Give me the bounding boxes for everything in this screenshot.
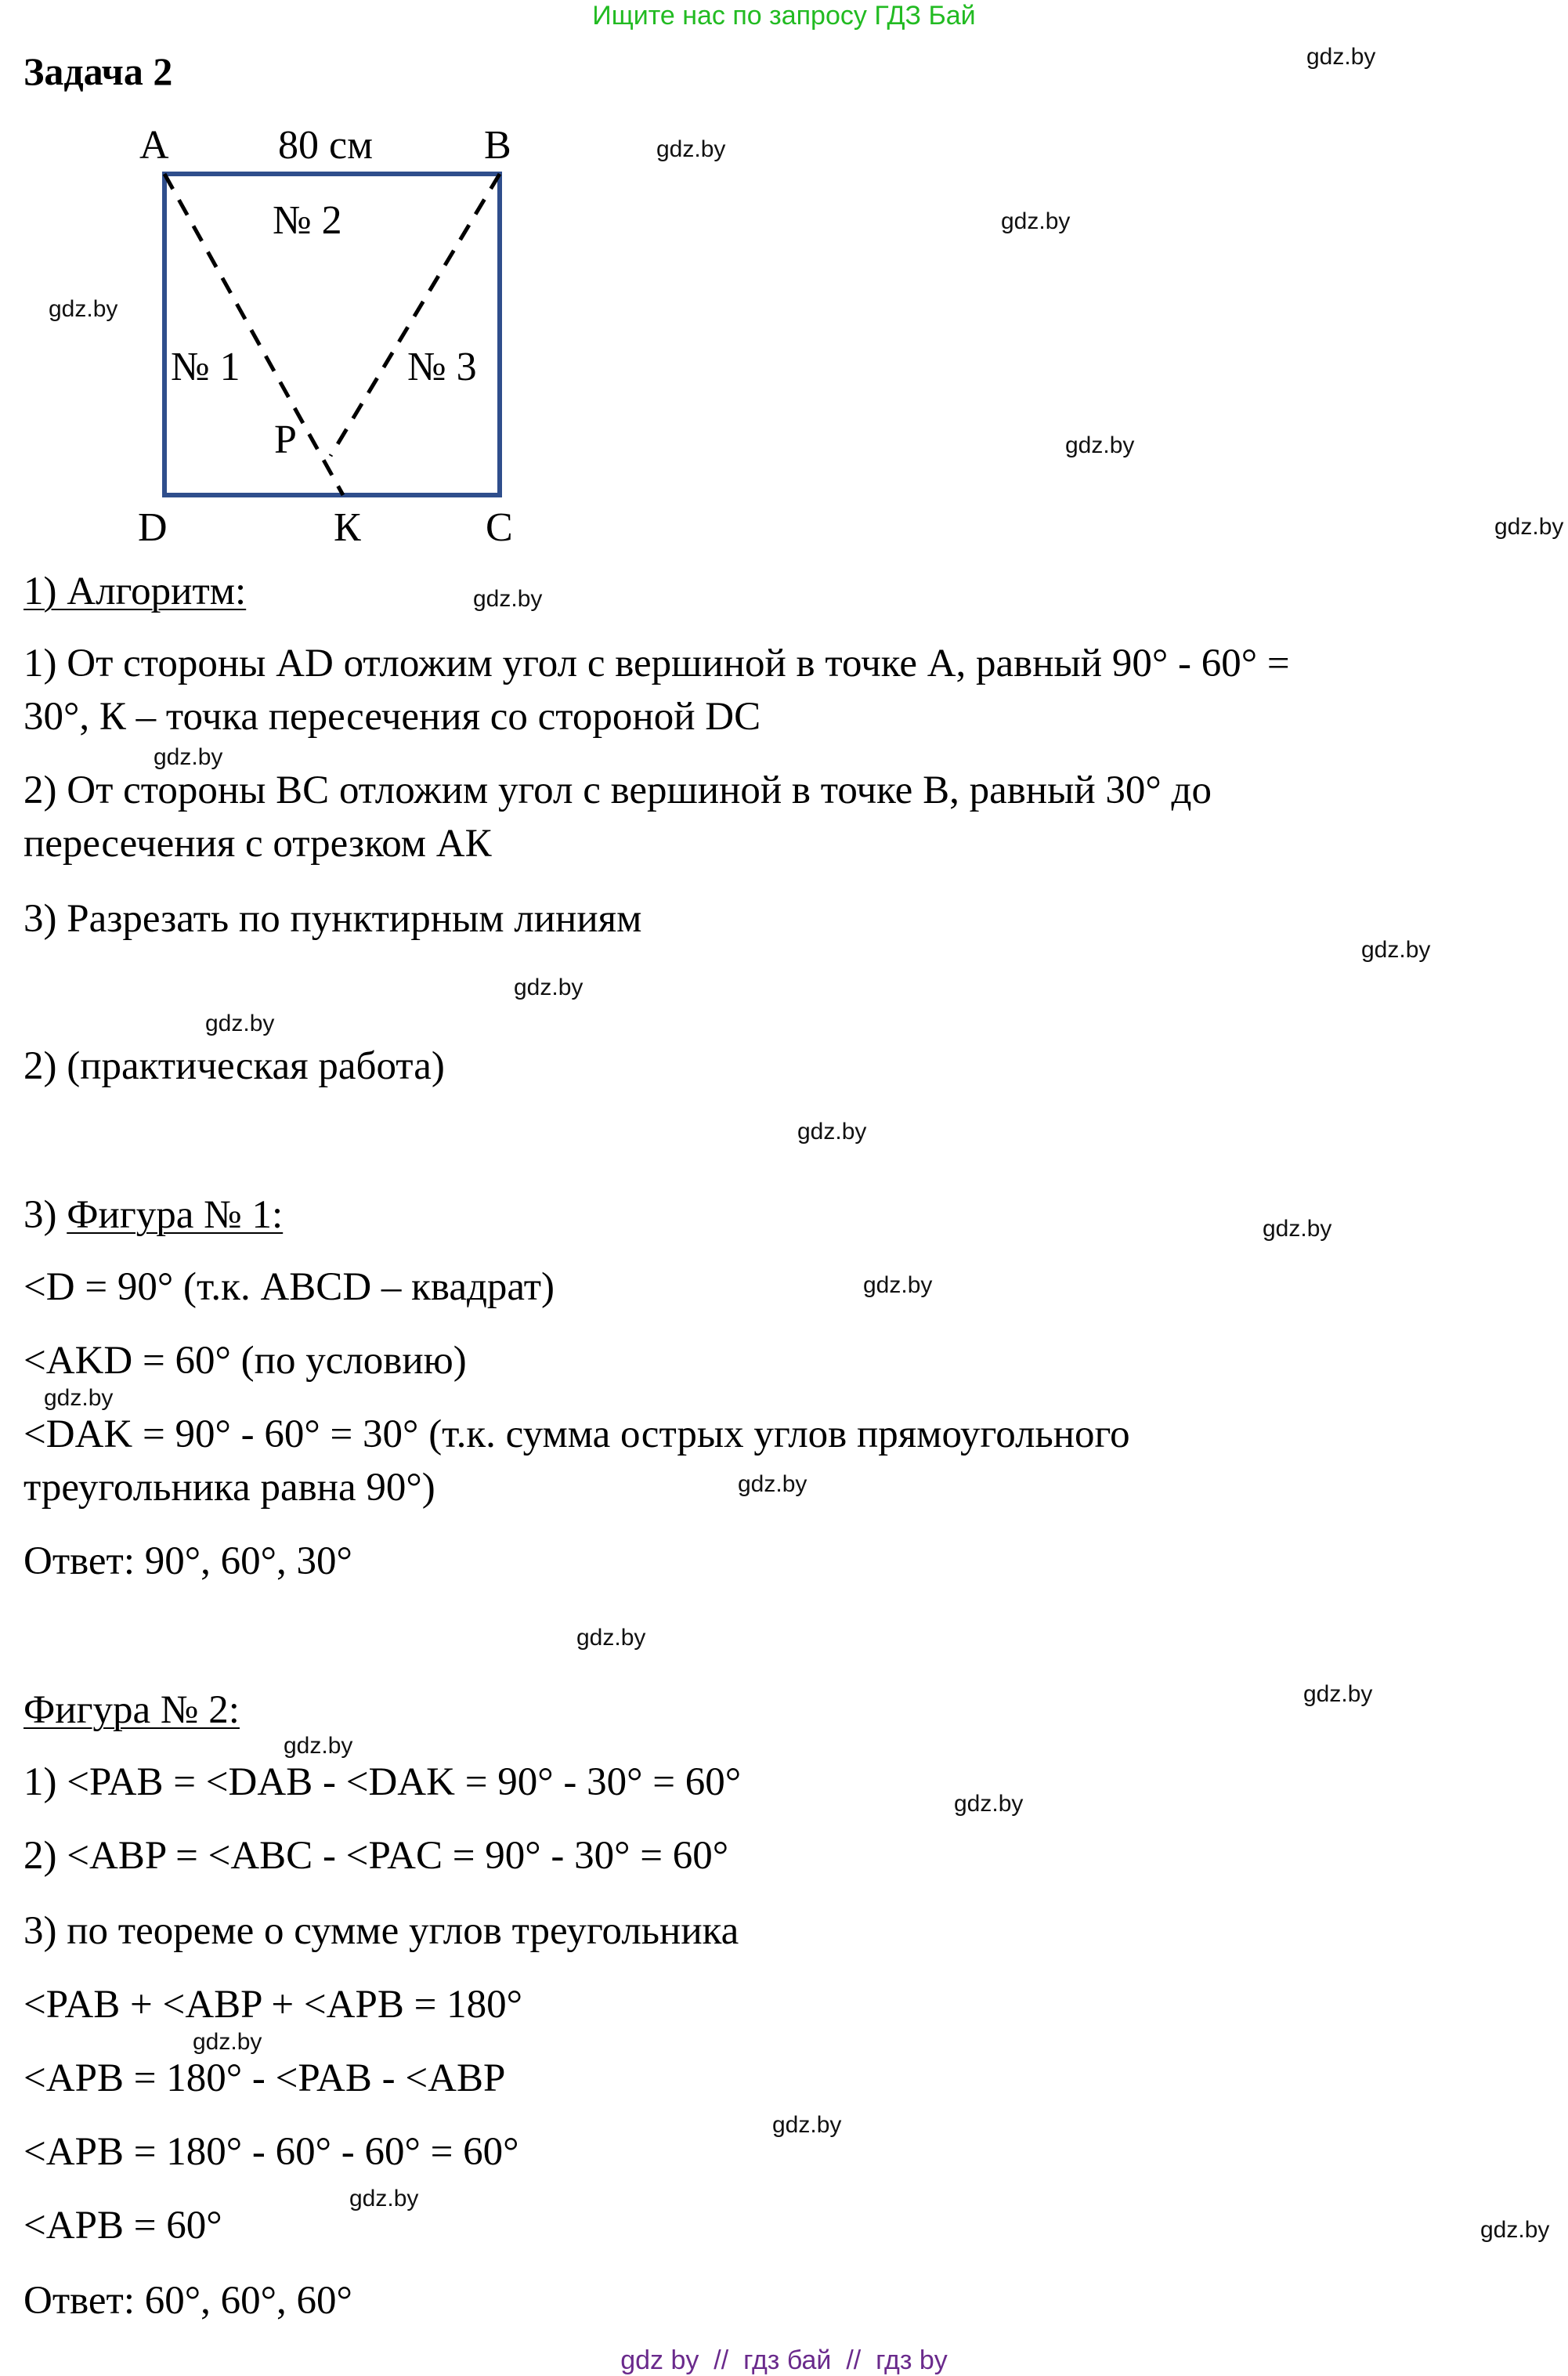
figure1-answer: Ответ: 90°, 60°, 30° [23,1539,352,1583]
watermark: gdz.by [863,1272,933,1298]
side-label: 80 см [278,123,373,168]
region-3-label: № 3 [407,345,477,389]
figure2-line6: <APB = 180° - 60° - 60° = 60° [23,2130,519,2174]
vertex-k: К [334,505,361,550]
watermark: gdz.by [49,296,118,322]
figure2-line3: 3) по теореме о сумме углов треугольника [23,1909,739,1953]
watermark: gdz.by [576,1625,646,1651]
vertex-b: B [484,123,511,168]
practical-work: 2) (практическая работа) [23,1044,445,1088]
watermark: gdz.by [284,1733,353,1759]
region-2-label: № 2 [273,198,342,243]
watermark: gdz.by [205,1011,275,1036]
watermark: gdz.by [473,586,543,612]
square-diagram [117,118,556,556]
figure2-line4: <PAB + <ABP + <APB = 180° [23,1983,523,2027]
watermark: gdz.by [1001,208,1071,234]
watermark: gdz.by [1306,44,1376,70]
vertex-d: D [138,505,168,550]
figure1-line3b: треугольника равна 90°) [23,1466,435,1510]
algorithm-step2-line2: пересечения с отрезком AК [23,822,492,866]
footer-text[interactable]: gdz by // гдз бай // гдз by [620,2345,948,2375]
figure1-line2: <AKD = 60° (по условию) [23,1339,467,1383]
watermark: gdz.by [1303,1681,1373,1707]
figure2-answer: Ответ: 60°, 60°, 60° [23,2279,352,2323]
figure2-line7: <APB = 60° [23,2204,222,2248]
cut-line-bp [331,174,500,456]
figure2-line1: 1) <PAB = <DAB - <DAK = 90° - 30° = 60° [23,1760,742,1804]
vertex-a: A [139,123,169,168]
task-title: Задача 2 [23,49,173,93]
figure2-heading: Фигура № 2: [23,1688,240,1732]
top-banner-link[interactable] [0,0,1568,31]
algorithm-heading: 1) Алгоритм: [23,570,247,613]
figure1-line3a: <DAK = 90° - 60° = 30° (т.к. сумма острых углов прямоугольного [23,1412,1130,1456]
vertex-p: P [274,418,297,462]
watermark: gdz.by [797,1119,867,1145]
figure2-line2: 2) <ABP = <ABC - <PAC = 90° - 30° = 60° [23,1834,729,1878]
figure1-heading: Фигура № 1: [67,1193,284,1237]
algorithm-step1-line1: 1) От стороны AD отложим угол с вершиной в точке A, равный 90° - 60° = [23,642,1290,685]
watermark: gdz.by [1263,1216,1332,1242]
watermark: gdz.by [154,744,223,770]
banner-text[interactable]: Ищите нас по запросу ГДЗ Бай [592,1,976,31]
figure1-line1: <D = 90° (т.к. ABCD – квадрат) [23,1265,555,1309]
figure2-line5: <APB = 180° - <PAB - <ABP [23,2056,506,2100]
algorithm-step1-line2: 30°, К – точка пересечения со стороной DC [23,695,761,739]
watermark: gdz.by [349,2186,419,2211]
watermark: gdz.by [44,1385,114,1411]
algorithm-step3: 3) Разрезать по пунктирным линиям [23,897,642,941]
watermark: gdz.by [954,1791,1024,1817]
footer-links[interactable] [0,2345,1568,2376]
watermark: gdz.by [772,2112,842,2138]
watermark: gdz.by [738,1471,807,1497]
watermark: gdz.by [193,2029,262,2055]
watermark: gdz.by [514,975,583,1000]
figure1-heading-prefix: 3) [23,1193,67,1237]
region-1-label: № 1 [171,345,240,389]
watermark: gdz.by [1361,937,1431,963]
watermark: gdz.by [656,136,726,162]
watermark: gdz.by [1480,2217,1550,2243]
vertex-c: C [486,505,513,550]
algorithm-step2-line1: 2) От стороны BC отложим угол с вершиной в точке B, равный 30° до [23,768,1212,812]
watermark: gdz.by [1065,432,1135,458]
figure1-heading-row [23,1191,283,1239]
watermark: gdz.by [1494,514,1564,540]
